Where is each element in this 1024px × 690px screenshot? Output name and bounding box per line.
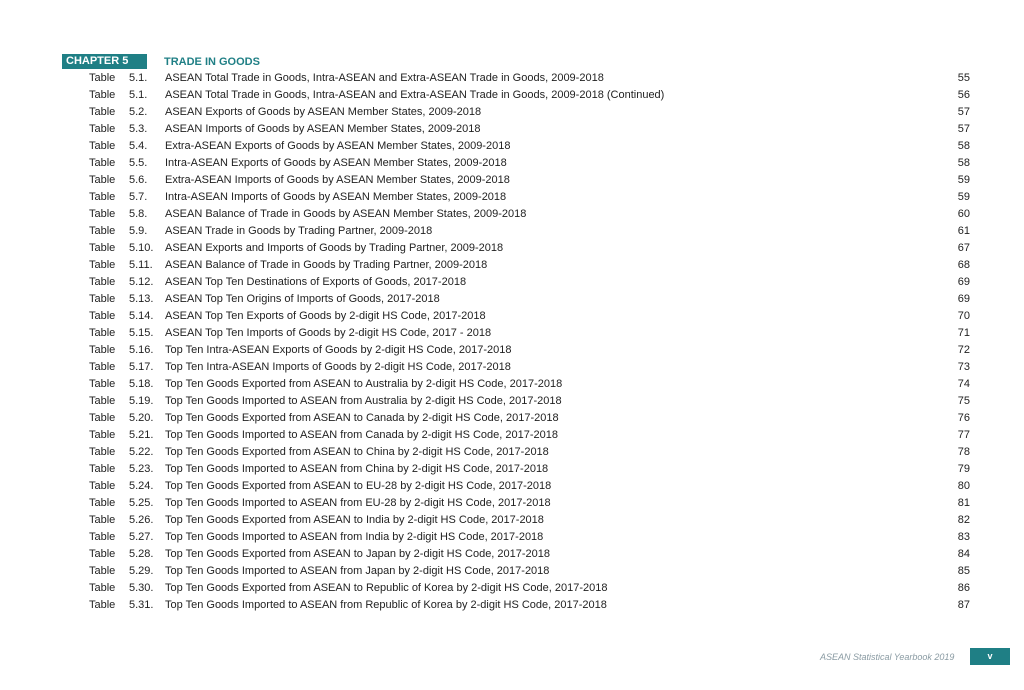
page-number: 77: [957, 429, 970, 441]
toc-entry[interactable]: [0, 359, 1024, 376]
table-title: Top Ten Goods Imported to ASEAN from EU-28 by 2-digit HS Code, 2017-2018: [165, 497, 551, 509]
page-number: 59: [957, 191, 970, 203]
table-word: Table: [89, 208, 116, 220]
table-title: Top Ten Goods Imported to ASEAN from Canada by 2-digit HS Code, 2017-2018: [165, 429, 558, 441]
table-word: Table: [89, 378, 116, 390]
page-number: 68: [957, 259, 970, 271]
toc-entry[interactable]: [0, 240, 1024, 257]
table-number: 5.4.: [129, 140, 148, 152]
table-word: Table: [89, 72, 116, 84]
chapter-label: CHAPTER 5: [62, 54, 147, 69]
table-title: Top Ten Goods Exported from ASEAN to EU-28 by 2-digit HS Code, 2017-2018: [165, 480, 552, 492]
toc-entry[interactable]: [0, 495, 1024, 512]
table-number: 5.23.: [129, 463, 154, 475]
page-number: 58: [957, 140, 970, 152]
page-number: 86: [957, 582, 970, 594]
chapter-title: TRADE IN GOODS: [164, 55, 260, 68]
page-number: 60: [957, 208, 970, 220]
toc-entry[interactable]: [0, 393, 1024, 410]
table-number: 5.31.: [129, 599, 154, 611]
table-number: 5.11.: [129, 259, 153, 271]
table-word: Table: [89, 293, 116, 305]
page-number: 80: [957, 480, 970, 492]
toc-entry[interactable]: [0, 87, 1024, 104]
table-title: Top Ten Goods Exported from ASEAN to Canada by 2-digit HS Code, 2017-2018: [165, 412, 559, 424]
footer-page-number: v: [970, 648, 1010, 665]
table-number: 5.12.: [129, 276, 154, 288]
page-number: 73: [957, 361, 970, 373]
table-number: 5.19.: [129, 395, 154, 407]
table-word: Table: [89, 157, 116, 169]
toc-entry[interactable]: [0, 580, 1024, 597]
table-number: 5.1.: [129, 89, 148, 101]
toc-entry[interactable]: [0, 597, 1024, 614]
table-word: Table: [89, 395, 116, 407]
table-title: ASEAN Balance of Trade in Goods by ASEAN Member States, 2009-2018: [165, 208, 527, 220]
table-number: 5.16.: [129, 344, 154, 356]
table-word: Table: [89, 174, 116, 186]
table-of-contents: [0, 70, 1024, 614]
toc-entry[interactable]: [0, 206, 1024, 223]
table-word: Table: [89, 463, 116, 475]
table-number: 5.18.: [129, 378, 154, 390]
toc-entry[interactable]: [0, 563, 1024, 580]
page-number: 57: [957, 123, 970, 135]
table-word: Table: [89, 565, 116, 577]
table-number: 5.21.: [129, 429, 154, 441]
table-word: Table: [89, 514, 116, 526]
table-word: Table: [89, 599, 116, 611]
table-word: Table: [89, 191, 116, 203]
table-number: 5.5.: [129, 157, 148, 169]
page-number: 70: [957, 310, 970, 322]
table-word: Table: [89, 344, 116, 356]
page-number: 59: [957, 174, 970, 186]
toc-entry[interactable]: [0, 70, 1024, 87]
table-title: Top Ten Goods Exported from ASEAN to Japan by 2-digit HS Code, 2017-2018: [165, 548, 551, 560]
table-word: Table: [89, 106, 116, 118]
page-number: 72: [957, 344, 970, 356]
table-number: 5.25.: [129, 497, 154, 509]
table-title: ASEAN Exports of Goods by ASEAN Member States, 2009-2018: [165, 106, 482, 118]
toc-entry[interactable]: [0, 529, 1024, 546]
toc-entry[interactable]: [0, 376, 1024, 393]
table-number: 5.2.: [129, 106, 148, 118]
page-number: 85: [957, 565, 970, 577]
table-title: Intra-ASEAN Imports of Goods by ASEAN Member States, 2009-2018: [165, 191, 507, 203]
table-title: Top Ten Goods Imported to ASEAN from India by 2-digit HS Code, 2017-2018: [165, 531, 544, 543]
table-title: ASEAN Exports and Imports of Goods by Trading Partner, 2009-2018: [165, 242, 504, 254]
table-title: Top Ten Intra-ASEAN Exports of Goods by 2-digit HS Code, 2017-2018: [165, 344, 512, 356]
table-word: Table: [89, 259, 116, 271]
table-word: Table: [89, 548, 116, 560]
table-title: ASEAN Top Ten Imports of Goods by 2-digit HS Code, 2017 - 2018: [165, 327, 492, 339]
table-word: Table: [89, 429, 116, 441]
toc-entry[interactable]: [0, 223, 1024, 240]
toc-entry[interactable]: [0, 189, 1024, 206]
toc-entry[interactable]: [0, 444, 1024, 461]
table-number: 5.27.: [129, 531, 154, 543]
table-word: Table: [89, 582, 116, 594]
table-word: Table: [89, 446, 116, 458]
table-title: ASEAN Top Ten Destinations of Exports of Goods, 2017-2018: [165, 276, 467, 288]
page-number: 61: [957, 225, 970, 237]
table-word: Table: [89, 531, 116, 543]
table-word: Table: [89, 89, 116, 101]
table-title: ASEAN Total Trade in Goods, Intra-ASEAN and Extra-ASEAN Trade in Goods, 2009-2018: [165, 72, 604, 84]
page-number: 74: [957, 378, 970, 390]
table-number: 5.13.: [129, 293, 154, 305]
table-number: 5.22.: [129, 446, 154, 458]
page-number: 82: [957, 514, 970, 526]
table-number: 5.8.: [129, 208, 148, 220]
page-number: 83: [957, 531, 970, 543]
table-title: Top Ten Goods Exported from ASEAN to China by 2-digit HS Code, 2017-2018: [165, 446, 549, 458]
table-title: Top Ten Goods Imported to ASEAN from China by 2-digit HS Code, 2017-2018: [165, 463, 549, 475]
table-number: 5.28.: [129, 548, 154, 560]
table-word: Table: [89, 412, 116, 424]
table-title: ASEAN Balance of Trade in Goods by Trading Partner, 2009-2018: [165, 259, 488, 271]
table-word: Table: [89, 480, 116, 492]
table-title: Top Ten Goods Exported from ASEAN to Australia by 2-digit HS Code, 2017-2018: [165, 378, 563, 390]
table-title: Top Ten Goods Imported to ASEAN from Republic of Korea by 2-digit HS Code, 2017-2018: [165, 599, 607, 611]
table-number: 5.1.: [129, 72, 148, 84]
page-number: 58: [957, 157, 970, 169]
footer-publication: ASEAN Statistical Yearbook 2019: [820, 652, 955, 662]
toc-entry[interactable]: [0, 172, 1024, 189]
table-title: Top Ten Goods Imported to ASEAN from Japan by 2-digit HS Code, 2017-2018: [165, 565, 550, 577]
toc-entry[interactable]: [0, 121, 1024, 138]
page-number: 56: [957, 89, 970, 101]
page-number: 69: [957, 293, 970, 305]
page-number: 69: [957, 276, 970, 288]
table-title: ASEAN Trade in Goods by Trading Partner, 2009-2018: [165, 225, 433, 237]
table-title: Top Ten Goods Imported to ASEAN from Australia by 2-digit HS Code, 2017-2018: [165, 395, 562, 407]
table-number: 5.29.: [129, 565, 154, 577]
page-number: 75: [957, 395, 970, 407]
table-word: Table: [89, 225, 116, 237]
table-number: 5.15.: [129, 327, 154, 339]
toc-entry[interactable]: [0, 291, 1024, 308]
table-number: 5.24.: [129, 480, 154, 492]
table-number: 5.17.: [129, 361, 154, 373]
table-word: Table: [89, 140, 116, 152]
toc-entry[interactable]: [0, 546, 1024, 563]
page-number: 71: [957, 327, 970, 339]
page-number: 84: [957, 548, 970, 560]
table-word: Table: [89, 242, 116, 254]
toc-entry[interactable]: [0, 461, 1024, 478]
toc-entry[interactable]: [0, 427, 1024, 444]
toc-entry[interactable]: [0, 138, 1024, 155]
page-number: 67: [957, 242, 970, 254]
page-number: 76: [957, 412, 970, 424]
chapter-header: [62, 54, 260, 69]
table-number: 5.10.: [129, 242, 154, 254]
table-title: ASEAN Imports of Goods by ASEAN Member States, 2009-2018: [165, 123, 481, 135]
page-number: 57: [957, 106, 970, 118]
table-title: Top Ten Goods Exported from ASEAN to Republic of Korea by 2-digit HS Code, 2017-2018: [165, 582, 608, 594]
page-number: 78: [957, 446, 970, 458]
toc-entry[interactable]: [0, 155, 1024, 172]
table-word: Table: [89, 276, 116, 288]
table-word: Table: [89, 361, 116, 373]
table-word: Table: [89, 310, 116, 322]
page-number: 81: [957, 497, 970, 509]
toc-entry[interactable]: [0, 342, 1024, 359]
table-number: 5.26.: [129, 514, 154, 526]
table-title: Extra-ASEAN Exports of Goods by ASEAN Member States, 2009-2018: [165, 140, 511, 152]
table-word: Table: [89, 497, 116, 509]
toc-entry[interactable]: [0, 257, 1024, 274]
table-title: ASEAN Total Trade in Goods, Intra-ASEAN and Extra-ASEAN Trade in Goods, 2009-2018 (Continued): [165, 89, 665, 101]
toc-entry[interactable]: [0, 512, 1024, 529]
table-title: Top Ten Goods Exported from ASEAN to India by 2-digit HS Code, 2017-2018: [165, 514, 544, 526]
toc-entry[interactable]: [0, 325, 1024, 342]
table-number: 5.14.: [129, 310, 154, 322]
table-number: 5.7.: [129, 191, 148, 203]
page-number: 79: [957, 463, 970, 475]
toc-entry[interactable]: [0, 478, 1024, 495]
table-title: Intra-ASEAN Exports of Goods by ASEAN Member States, 2009-2018: [165, 157, 507, 169]
toc-entry[interactable]: [0, 104, 1024, 121]
table-number: 5.30.: [129, 582, 154, 594]
table-number: 5.9.: [129, 225, 148, 237]
table-word: Table: [89, 123, 116, 135]
table-number: 5.3.: [129, 123, 148, 135]
table-word: Table: [89, 327, 116, 339]
table-title: ASEAN Top Ten Origins of Imports of Goods, 2017-2018: [165, 293, 440, 305]
page-number: 55: [957, 72, 970, 84]
table-title: ASEAN Top Ten Exports of Goods by 2-digit HS Code, 2017-2018: [165, 310, 486, 322]
page-number: 87: [957, 599, 970, 611]
table-title: Extra-ASEAN Imports of Goods by ASEAN Member States, 2009-2018: [165, 174, 510, 186]
toc-entry[interactable]: [0, 274, 1024, 291]
table-title: Top Ten Intra-ASEAN Imports of Goods by 2-digit HS Code, 2017-2018: [165, 361, 511, 373]
toc-entry[interactable]: [0, 308, 1024, 325]
table-number: 5.20.: [129, 412, 154, 424]
table-number: 5.6.: [129, 174, 148, 186]
toc-entry[interactable]: [0, 410, 1024, 427]
